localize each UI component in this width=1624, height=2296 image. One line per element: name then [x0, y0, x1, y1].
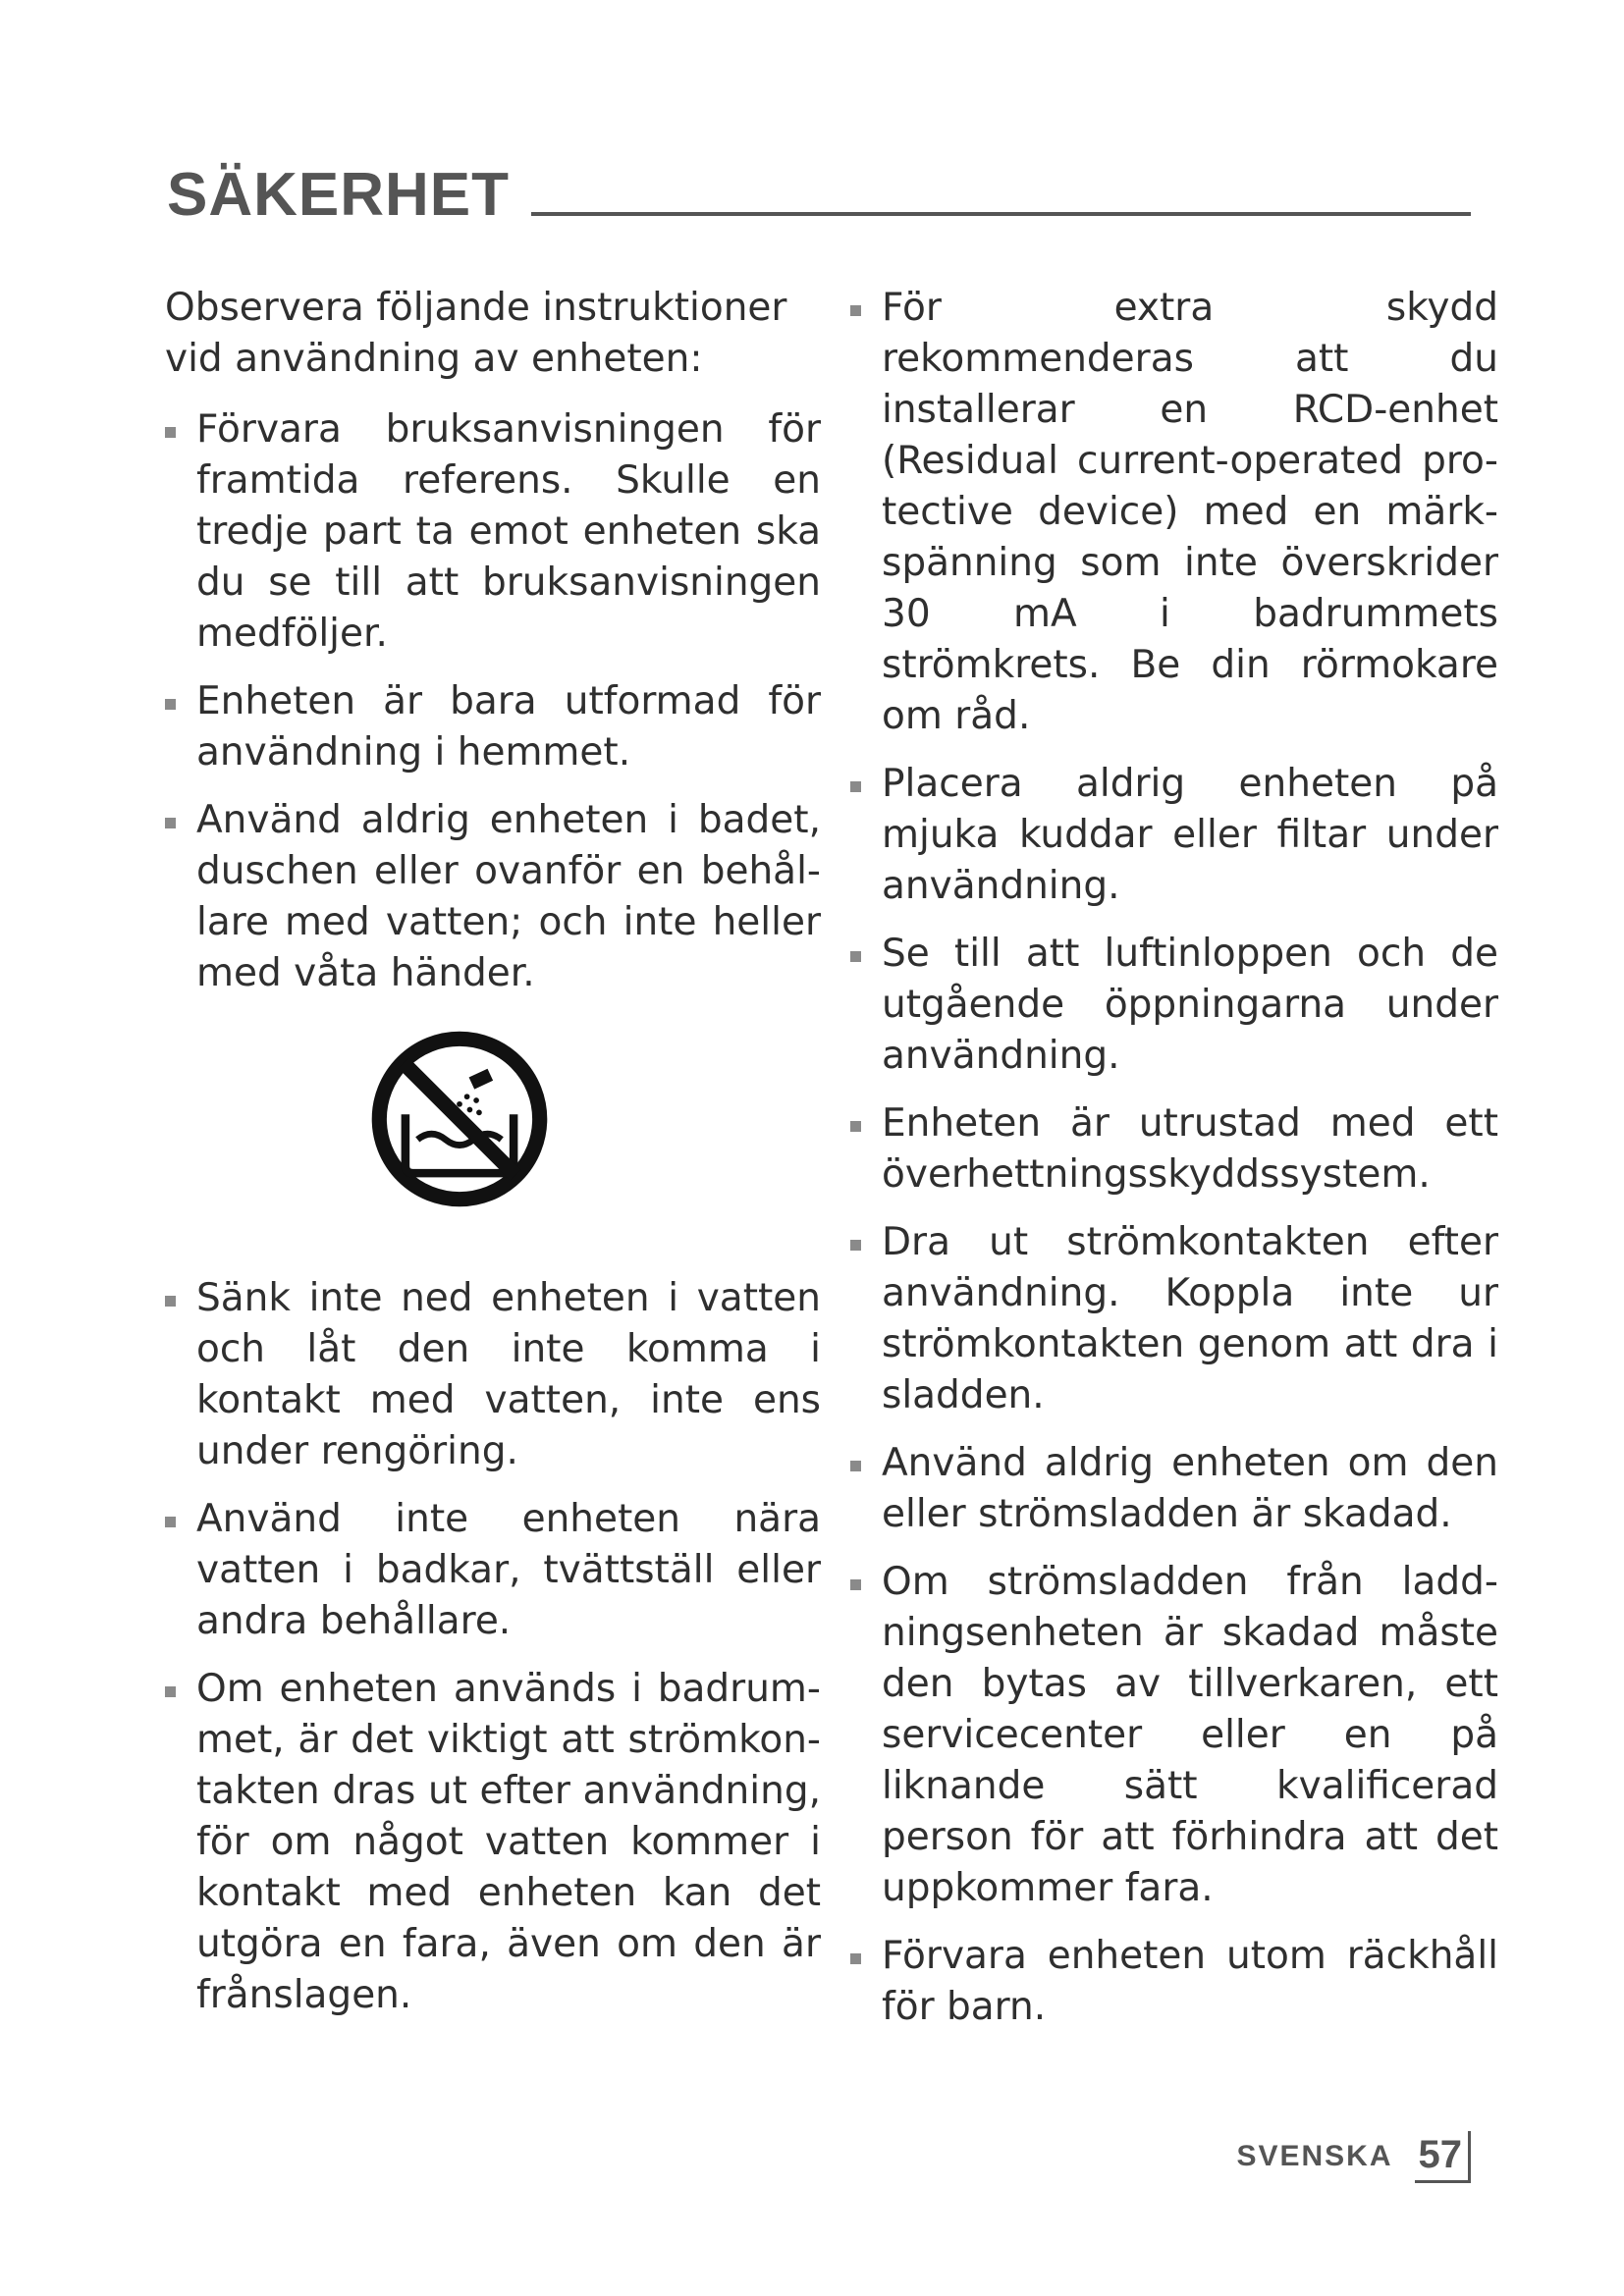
bullet-icon	[165, 699, 176, 710]
bullet-icon	[850, 305, 861, 316]
list-item	[165, 795, 821, 999]
list-item	[165, 676, 821, 778]
list-item-text: Dra ut strömkontakten efter användning. Koppla inte ur strömkontakten genom att dra i sladden.	[882, 1220, 1498, 1417]
bullet-icon	[850, 1461, 861, 1471]
bullet-icon	[165, 1517, 176, 1527]
page-title: SÄKERHET	[167, 161, 511, 229]
list-item	[850, 1438, 1498, 1540]
bullet-icon	[850, 781, 861, 792]
bullet-icon	[850, 951, 861, 962]
bullet-icon	[165, 1296, 176, 1307]
list-item-text: Förvara enheten utom räckhåll för barn.	[882, 1934, 1498, 2029]
list-item	[850, 1098, 1498, 1201]
right-column	[850, 283, 1498, 2050]
list-item	[165, 404, 821, 660]
footer-language: SVENSKA	[1236, 2140, 1393, 2172]
page-number: 57	[1415, 2131, 1472, 2183]
header-rule	[531, 212, 1471, 216]
list-item-text: Använd inte enheten nära vatten i badkar, tvättställ eller andra behållare.	[196, 1497, 821, 1643]
bullet-icon	[850, 1121, 861, 1132]
bullet-icon	[850, 1579, 861, 1590]
list-item	[850, 1557, 1498, 1914]
list-item	[165, 1273, 821, 1477]
list-item	[850, 1931, 1498, 2033]
list-item	[850, 759, 1498, 912]
list-item-text: För extra skydd rekommenderas att du installerar en RCD-enhet (Residual current-operated protective device) med en märkspänning som inte överskrider 30 mA i badrummets strömkrets. Be din rörmokare om råd.	[882, 286, 1498, 738]
list-item-text: Enheten är bara utformad för användning i hemmet.	[196, 679, 821, 774]
list-item	[850, 283, 1498, 742]
list-item	[165, 1494, 821, 1647]
bullet-icon	[850, 1240, 861, 1251]
list-item-text: Placera aldrig enheten på mjuka kuddar eller filtar under användning.	[882, 762, 1498, 908]
left-column	[165, 283, 821, 2038]
list-item-text: Om strömsladden från laddningsenheten är skadad måste den bytas av tillverkaren, ett servicecenter eller en på liknande sätt kvalificerad person för att förhindra att det uppkommer fara.	[882, 1560, 1498, 1910]
bullet-icon	[165, 818, 176, 828]
intro-text: Observera följande instruktioner vid användning av enheten:	[165, 286, 787, 381]
bullet-icon	[165, 427, 176, 438]
list-item	[165, 1664, 821, 2021]
list-item-text: Förvara bruksanvisningen för framtida referens. Skulle en tredje part ta emot enheten ska du se till att bruksanvisningen medföljer.	[196, 407, 821, 656]
list-item	[850, 1217, 1498, 1421]
no-water-use-icon	[366, 1026, 553, 1212]
list-item-text: Sänk inte ned enheten i vatten och låt den inte komma i kontakt med vatten, inte ens under rengöring.	[196, 1276, 821, 1473]
page-header	[167, 147, 1471, 229]
page-footer	[1236, 2120, 1471, 2183]
list-item	[850, 929, 1498, 1082]
bullet-icon	[165, 1686, 176, 1697]
list-item-text: Enheten är utrustad med ett överhettningsskyddssystem.	[882, 1101, 1498, 1197]
list-item-text: Se till att luftinloppen och de utgående öppningarna under användning.	[882, 932, 1498, 1078]
list-item-text: Använd aldrig enheten i badet, duschen eller ovanför en behållare med vatten; och inte heller med våta händer.	[196, 798, 821, 995]
bullet-icon	[850, 1953, 861, 1964]
list-item-text: Om enheten används i badrummet, är det viktigt att strömkontakten dras ut efter användning, för om något vatten kommer i kontakt med enheten kan det utgöra en fara, även om den är frånslagen.	[196, 1667, 821, 2017]
list-item-text: Använd aldrig enheten om den eller strömsladden är skadad.	[882, 1441, 1498, 1536]
